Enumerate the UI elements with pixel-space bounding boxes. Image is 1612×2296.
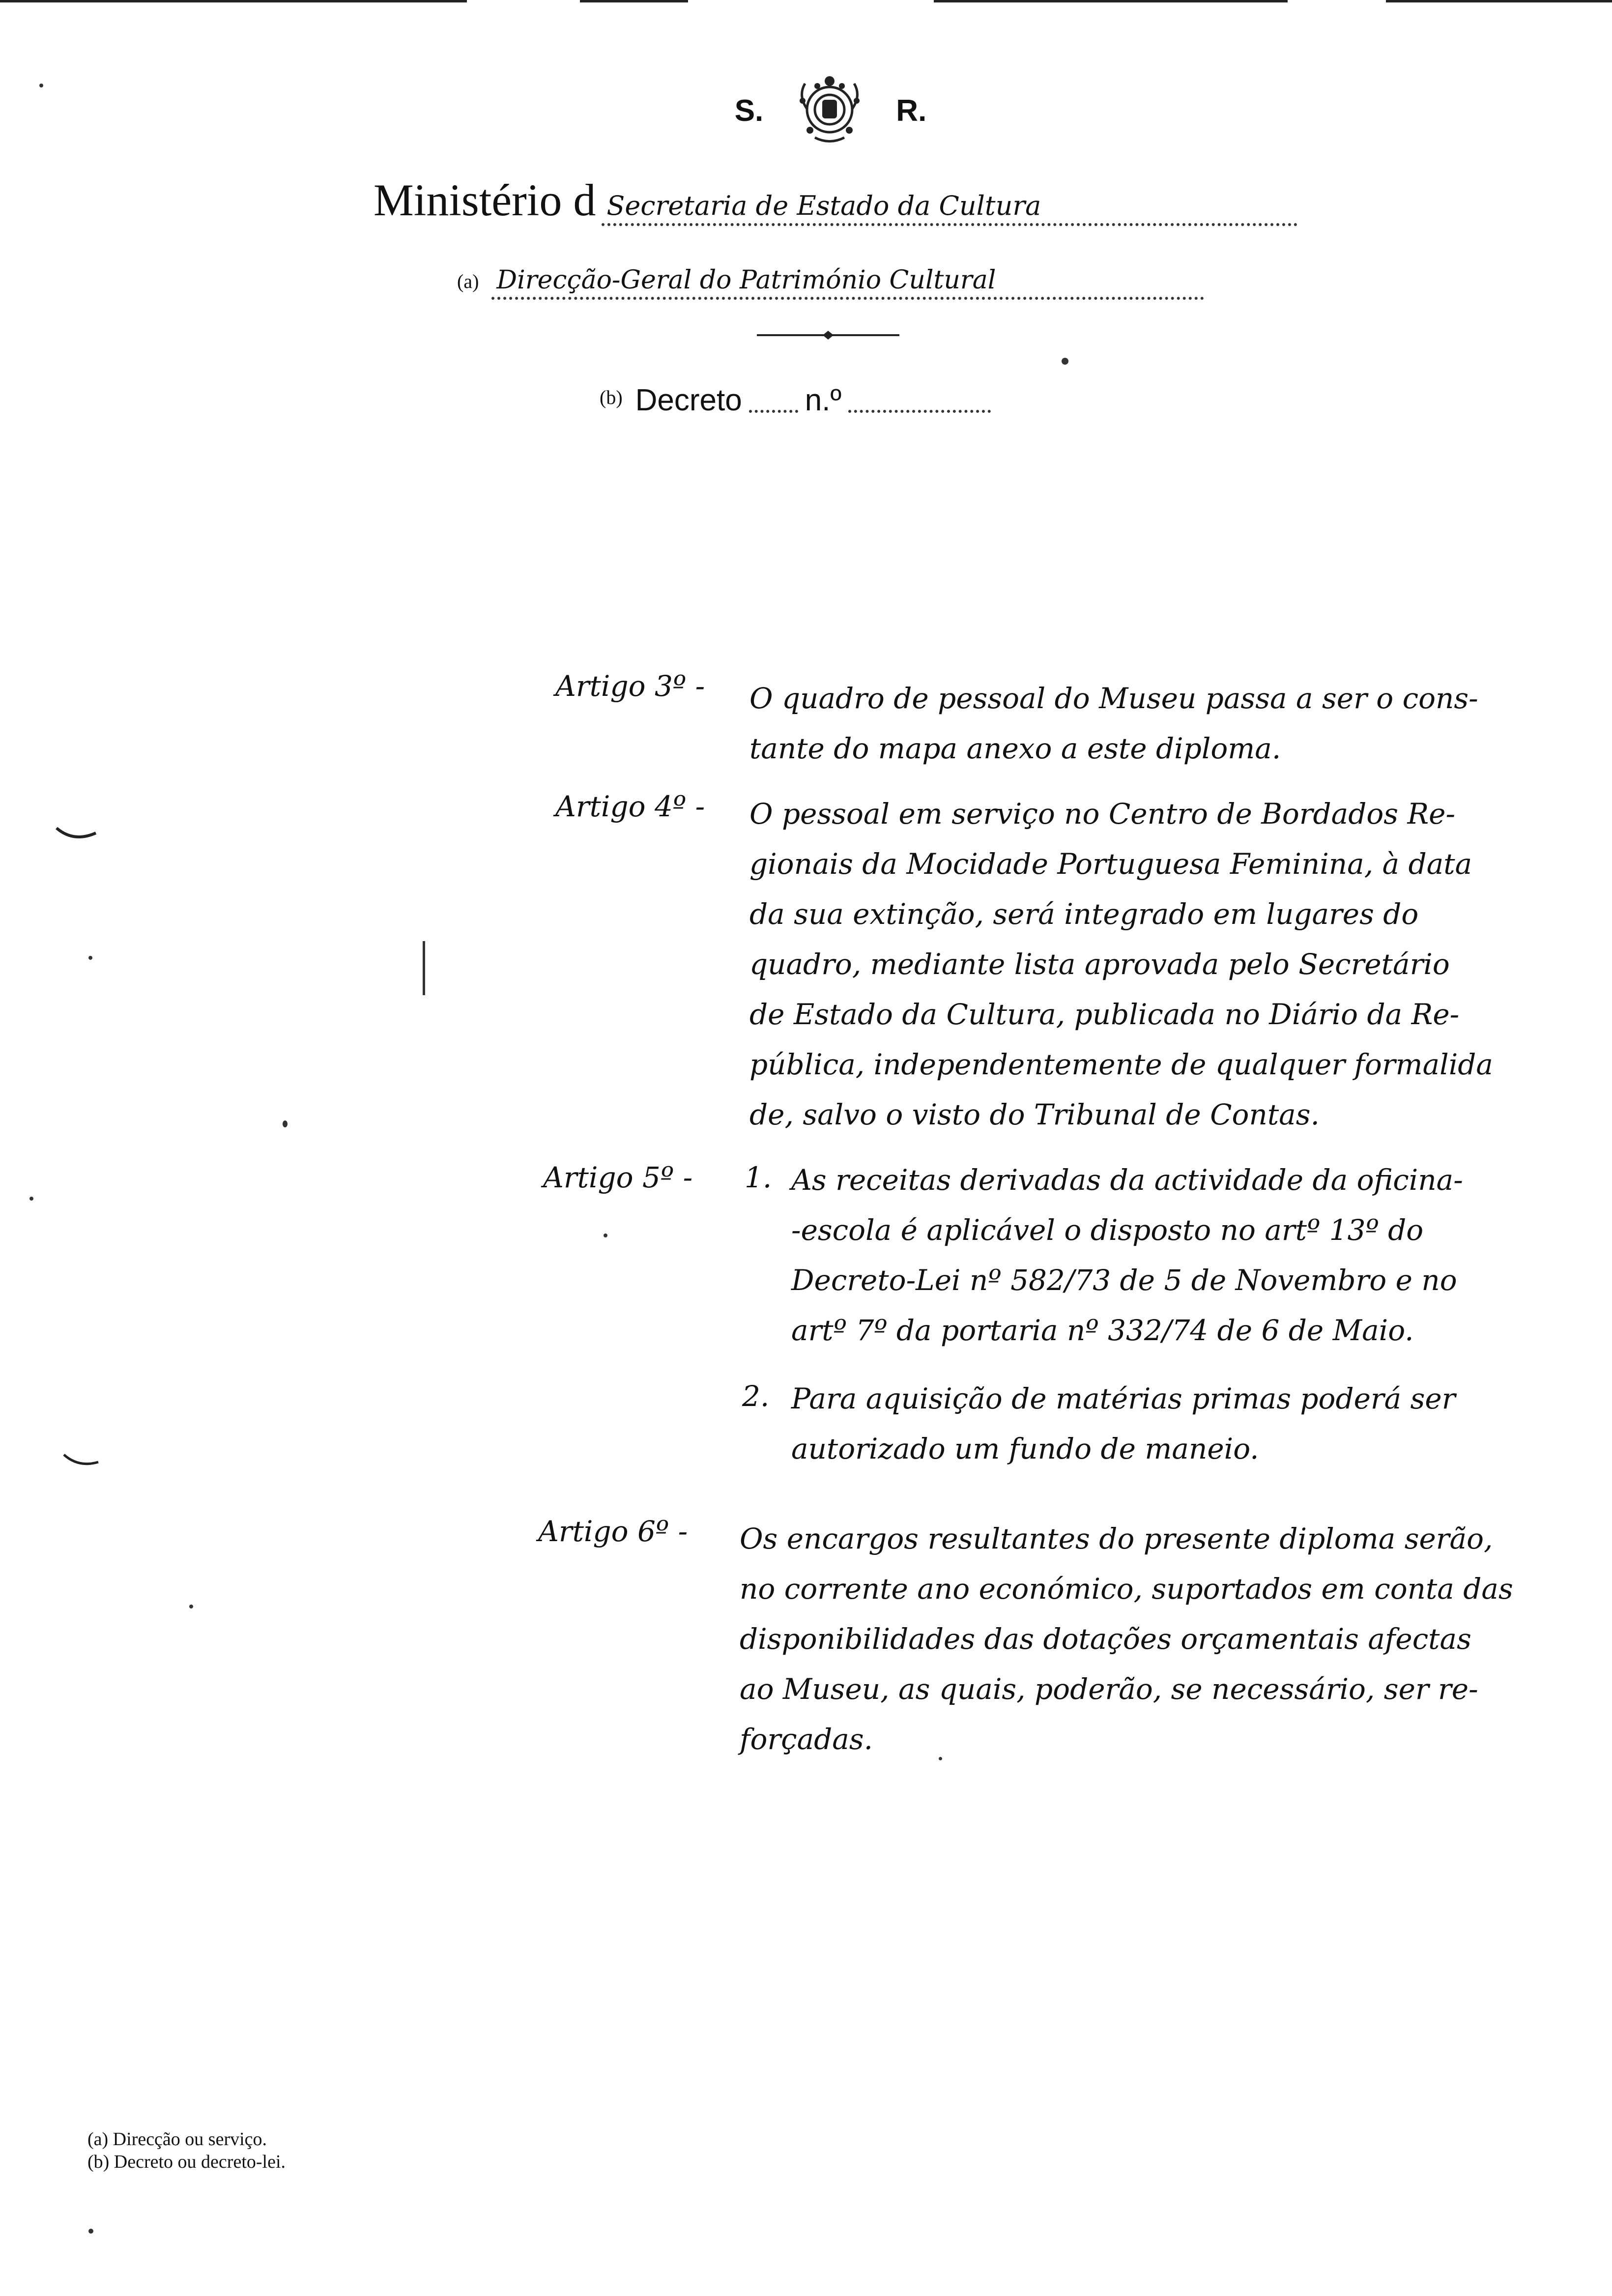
article-line: As receitas derivadas da actividade da oficina- [791,1163,1463,1197]
article-line: O pessoal em serviço no Centro de Bordados Re- [749,797,1456,831]
footnote-b: (b) Decreto ou decreto-lei. [87,2152,286,2172]
punch-hole-mark [54,826,98,845]
direccao-line [457,256,1204,300]
article-line: ao Museu, as quais, poderão, se necessário, ser re- [740,1672,1478,1706]
article-label: Artigo 5º - [543,1161,693,1194]
article-item-number: 2. [742,1379,770,1413]
footnote-mark-a: (a) [457,270,479,292]
footnote-mark-b: (b) [600,386,623,408]
article-line: da sua extinção, será integrado em lugares do [749,897,1419,931]
ink-speck [604,1234,607,1237]
article-line: de Estado da Cultura, publicada no Diário da Re- [749,998,1460,1031]
article-line: pública, independentemente de qualquer formalida [749,1048,1493,1081]
ink-speck [29,1197,33,1201]
top-border-line [934,0,1288,2]
top-border-line [580,0,688,2]
article-line: de, salvo o visto do Tribunal de Contas. [749,1098,1320,1131]
ministry-line [374,167,1297,226]
ink-speck [39,84,43,87]
article-line: artº 7º da portaria nº 332/74 de 6 de Maio. [791,1314,1414,1347]
ornamental-divider [757,330,899,340]
article-line: disponibilidades das dotações orçamentais afectas [740,1622,1471,1656]
ministry-value: Secretaria de Estado da Cultura [602,190,1297,226]
article-line: Para aquisição de matérias primas poderá ser [791,1382,1456,1415]
article-line: O quadro de pessoal do Museu passa a ser o cons- [749,682,1478,715]
ink-speck [939,1757,942,1760]
ministry-label: Ministério d [374,175,596,225]
article-item-number: 1. [745,1161,772,1194]
article-line: gionais da Mocidade Portuguesa Feminina, à data [749,847,1472,881]
state-header [708,69,953,152]
ink-speck [1062,358,1068,365]
article-line: forçadas. [740,1722,873,1756]
coat-of-arms-icon [788,71,871,150]
footnote-a: (a) Direcção ou serviço. [87,2129,267,2150]
top-border-line [0,0,467,2]
ink-speck [88,956,92,960]
header-letter-s: S. [734,93,764,128]
punch-hole-mark [61,1452,101,1472]
article-line: Os encargos resultantes do presente diploma serão, [740,1522,1493,1555]
ink-speck [88,2229,93,2234]
article-label: Artigo 4º - [555,790,705,823]
margin-rule [423,941,425,995]
article-label: Artigo 6º - [538,1515,688,1548]
decreto-label: Decreto [635,383,742,417]
article-line: no corrente ano económico, suportados em conta das [740,1572,1513,1606]
article-line: tante do mapa anexo a este diploma. [749,732,1281,765]
decreto-type-blank [749,405,798,413]
ink-speck [283,1120,288,1127]
article-line: quadro, mediante lista aprovada pelo Secretário [749,947,1450,981]
article-label: Artigo 3º - [555,669,705,703]
direccao-value: Direcção-Geral do Património Cultural [491,265,1204,300]
footnotes [87,2128,286,2173]
header-letter-r: R. [896,93,927,128]
decreto-line [600,369,1071,418]
decreto-number-label: n.º [805,383,842,417]
article-line: autorizado um fundo de maneio. [791,1432,1259,1465]
ink-speck [189,1605,193,1608]
article-line: Decreto-Lei nº 582/73 de 5 de Novembro e no [791,1263,1457,1297]
decreto-number-blank [848,405,991,413]
top-border-line [1386,0,1612,2]
article-line: -escola é aplicável o disposto no artº 13º do [791,1213,1424,1247]
